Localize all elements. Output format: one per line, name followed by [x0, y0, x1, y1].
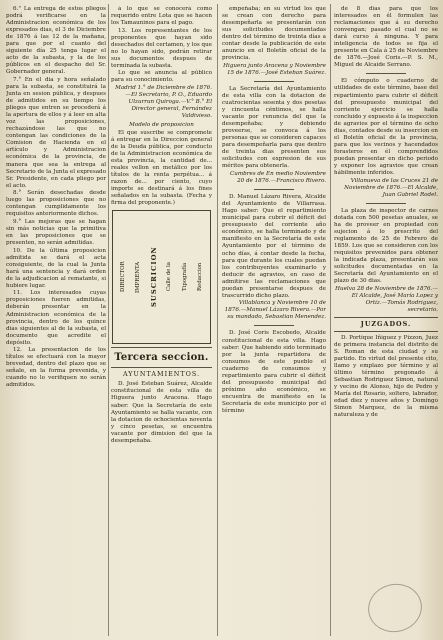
paragraph: 8.° Serán desechadas desde luego las proposiciones que no contengan cumplidamente los requisitos anteriormente dichos. — [6, 190, 106, 218]
column-rule — [108, 4, 109, 636]
paragraph: á lo que se conocerá como requerido entre Lota que se hacen los Tamauninos para el pago. — [111, 6, 212, 27]
box-main-title: SUSCRICION — [149, 246, 158, 308]
subscription-box — [112, 210, 211, 344]
divider — [366, 203, 406, 204]
paragraph: 7.° En el dia y hora señalado para la subasta, se constituirá la Junta en sesion pública, y despues de admitidos en su tiempo los pliegos que entren se procederá á la apertura de ellos y á leer en alta voz las proposiciones, rechazándose las que no contengan las condiciones de la Comision de Hacienda en el artículo y Administracion económica de la provincia, de manera que sea la entrega al Secretario de la Junta el expresado Sr. Presidente, en cada pliego por el acto. — [6, 76, 106, 189]
paragraph: 11. Los interesados cuyas proposiciones fueren admitidas, deberán presentar en la Administracion económica de la provincia, dentro de los quince dias siguientes al de la subasta, el documento que acredite el depósito. — [6, 290, 106, 346]
paragraph: 6.° La entrega de estos pliegos podrá verificarse en la Administracion económica de los expresados dias, el 3 de Diciembre de 1876 á las 12 de la mañana, para que por el cuanto del siguiente día 25 tenga lugar el acto de la subasta, y la de los públicos en el despacho del Sr. Gobernador general. — [6, 6, 106, 76]
divider — [334, 317, 438, 318]
column-3 — [222, 6, 326, 636]
signature: Madrid 1.° de Diciembre de 1876.—El Secretario, P. O., Eduardo Ulzurrun Quiroga.—V.° B.° El Director general, Fernández Valdivieso. — [115, 85, 212, 120]
divider — [254, 189, 294, 190]
divider — [111, 347, 212, 348]
column-2 — [111, 6, 212, 636]
box-line: DIRECTOR — [119, 261, 126, 293]
paragraph: de 8 dias para que los interesados en él formulen las reclamaciones que á su derecho convengan; pasado el cual no se dará curso á ninguna. Y para inteligencia de todos se fija el presente en Cala á 25 de Noviembre de 1876.—José Coris.—P. S. M., Miguel de Alcaide Serrano. — [334, 6, 438, 69]
paragraph: 12. La presentacion de los títulos se efectuará con la mayor brevedad, dentro del plazo que se señale, en la forma prevenida, y cuando no lo verifiquen no serán admitidos. — [6, 347, 106, 389]
box-line: Calle de la — [166, 262, 172, 292]
column-rule — [330, 4, 331, 636]
paragraph: 9.° Las mejoras que se hagan sin más noticias que la primitiva en las proposiciones que se presenten, no serán admitidas. — [6, 218, 106, 247]
paragraph: 10. De la última proposicion admitida se dará el acta consiguiente, de la cual la Junta hará una sentencia y dará orden de la adjudicacion al rematante, si hubiere lugar. — [6, 247, 106, 289]
model-text: El que suscribe se compromete á entregar en la Direccion general de la Deuda pública, por conducto de la Administracion económica de esta provincia, la cantidad de... reales vellon en metálico por los títulos de la renta perpétua... á razon de... por ciento, cuyo importe se destinará á los fines señalados en la subasta. (Fecha y firma del proponente.) — [111, 129, 212, 207]
box-line: IMPRENTA — [135, 261, 141, 293]
divider — [334, 331, 438, 332]
divider — [111, 367, 212, 368]
column-4 — [334, 6, 438, 636]
section-title: Tercera seccion. — [114, 352, 209, 364]
paragraph: 13. Los representantes de los proponentes que hayan sido desechados del certamen, y los que no lo hayan sido, podrán retirar sus documentos despues de terminada la subasta. — [111, 27, 212, 69]
notice-text: D. Manuel Lázaro Rivera, Alcalde del Ayuntamiento de Villarrasa. Hago saber: Que el repartimiento municipal para cubrir el déficit del presupuesto del corriente año económico, se halla terminado y de manifiesto en la Secretaría de este Ayuntamiento por el término de ocho días, á contar desde la fecha, para que durante los cuales puedan los contribuyentes examinarlo y deducir de agravios, en caso de admitirse las reclamaciones que puedan presentarse despues de trascurrido dicho plazo. — [222, 194, 326, 299]
column-rule — [217, 4, 218, 636]
notice-text: D. José Coris Escobedo, Alcalde constitucional de esta villa. Hago saber: Que habiendo sido terminado por la junta repartidora de consumos de este pueblo el cuaderno de consumos y repartimiento para cubrir el déficit del presupuesto municipal del próximo año económico, se encuentra de manifiesto en la Secretaría de este municipio por el término — [222, 330, 326, 414]
section-subtitle: AYUNTAMIENTOS. — [122, 370, 201, 379]
signature: Villablanca y Noviembre 10 de 1876.—Manuel Lázaro Rivera.—Por su mandado, Sebastian Menendez. — [224, 300, 326, 321]
signature: Villanueva de las Cruces 21 de Noviembre de 1876.—El Alcalde, Juan Gabriel Rodel. — [344, 177, 438, 198]
paragraph: empeñaba; en su virtud los que se crean con derecho para desempeñarla se presentarán con sus solicitudes documentadas dentro del término de treinta días a contar desde la publicación de este anuncio en el Boletín oficial de la provincia. — [222, 6, 326, 62]
signature: Cumbres de En medio Noviembre 20 de 1876.—Francisco Rivero. — [229, 171, 326, 185]
paragraph: Lo que se anuncia al público para su conocimiento. — [111, 70, 212, 84]
section-title: JUZGADOS. — [360, 319, 412, 328]
box-line: Tipografía — [181, 263, 188, 292]
column-1 — [6, 6, 106, 636]
notice-text: La plaza de inspector de carnes dotada con 500 pesetas anuales, se ha de proveer en propiedad con sujecion á lo prescrito del reglamento de 25 de Febrero de 1859. Los que se consideren con los requisitos prevenidos para obtener la indicada plaza, presentarán sus solicitudes documentadas en la Secretaría del Ayuntamiento en el plazo de 30 dias. — [334, 207, 438, 285]
divider — [366, 73, 406, 74]
signature: Higuera junto Aracena y Noviembre 15 de 1876.—José Esteban Suárez. — [223, 62, 326, 76]
model-title: Modelo de proposicion — [129, 122, 194, 129]
box-line: Redaccion — [197, 263, 203, 292]
notice-text: El cómputo o cuaderno de utilidades de este término, base del repartimiento para cubrir el déficit del presupuesto municipal del corriente ejercicio se halla concluido y expuesto á la inspeccion de agravios por el término de ocho dias, contados desde su insercion en el Boletín oficial de la provincia, para que los vecinos y hacendados forasteros en él comprendidos puedan presentar en dicho periodo y exponer los agravios que crean hábilmente inferidos. — [334, 78, 438, 177]
notice-text: La Secretaría del Ayuntamiento de esta villa con la dotacion de cuatrocientas sesenta y dos pesetas y cincuenta céntimos, se halla vacante por renuncia del que la desempeñaba; y debiendo proveerse, se convoca á los personas que se consideren capaces para desempeñarla para que dentro de treinta dias presenten sus solicitudes con expresion de sus méritos para obtenerla. — [222, 85, 326, 170]
notice-text: D. Portique Iñiguez y Pizzon, Juez de primera instancia del distrito de S. Roman de esta ciudad y su partido. En virtud del presente cito, llamo y emplazo por término y al último término pregonado á Sebastian Rodriguez Simon, natural y vecino de Alonso, hijo de Pedro y María del Rosario, soltero, labrador, edad diez y nueve años y Domingo Simon Marquez, de la misma naturaleza y de — [334, 334, 438, 419]
divider — [254, 81, 294, 82]
signature: Huelva 28 de Noviembre de 1876.—El Alcalde, José María Lopez y Ortiz.—Tomás Rodriguez, secretario. — [335, 285, 438, 313]
divider — [254, 325, 294, 326]
notice-text: D. José Esteban Suárez, Alcalde constitucional de esta villa de Higuera junto Aracena. Hago saber: Que la Secretaría de este Ayuntamiento se halla vacante, con la dotacion de ochocientas noventa y cinco pesetas, se encuentra vacante por dimision del que la desempeñaba. — [111, 381, 212, 444]
